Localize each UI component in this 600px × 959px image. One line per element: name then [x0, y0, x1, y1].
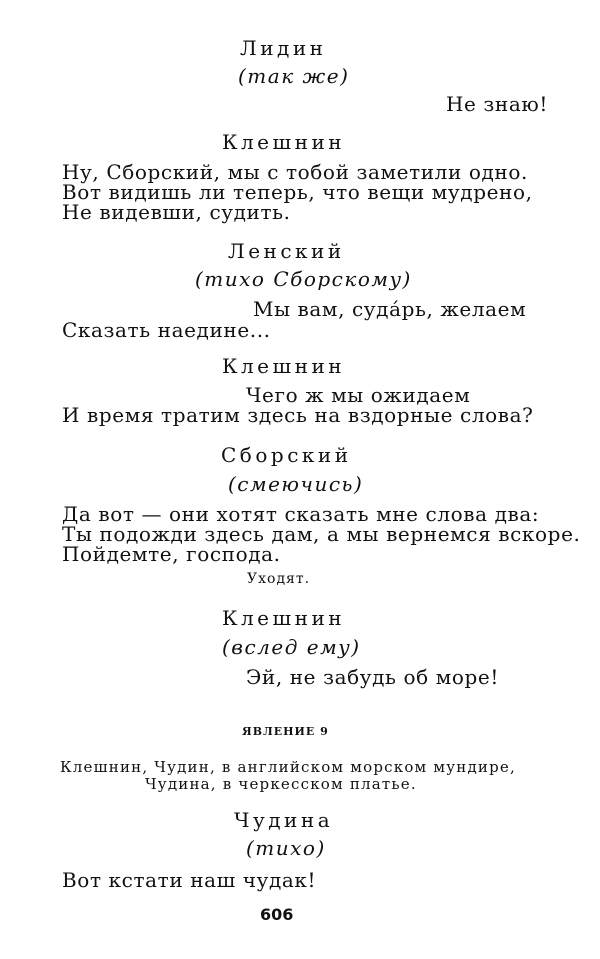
- verse-line: Вот кстати наш чудак!: [62, 868, 317, 892]
- stage-direction: (тихо): [246, 836, 326, 860]
- speaker-name: Клешнин: [222, 606, 346, 630]
- verse-line: Мы вам, суда́рь, желаем: [253, 297, 527, 321]
- speaker-name: Клешнин: [222, 354, 346, 378]
- stage-direction: (вслед ему): [222, 635, 361, 659]
- page-number: 606: [260, 905, 294, 924]
- speaker-name: Ленский: [228, 239, 345, 263]
- speaker-name: Чудина: [234, 808, 334, 832]
- verse-line: Не знаю!: [445, 92, 548, 116]
- scene-heading: ЯВЛЕНИЕ 9: [242, 725, 329, 738]
- speaker-name: Клешнин: [222, 130, 346, 154]
- verse-line: И время тратим здесь на вздорные слова?: [62, 403, 534, 427]
- cast-list-line: Чудина, в черкесском платье.: [145, 775, 417, 793]
- verse-line: Ну, Сборский, мы с тобой заметили одно.: [62, 160, 528, 184]
- stage-note: Уходят.: [247, 571, 311, 587]
- verse-line: Эй, не забудь об море!: [246, 665, 499, 689]
- verse-line: Ты подожди здесь дам, а мы вернемся вскоре.: [62, 522, 581, 546]
- speaker-name: Лидин: [240, 36, 327, 60]
- cast-list-line: Клешнин, Чудин, в английском морском мундире,: [60, 758, 516, 776]
- speaker-name: Сборский: [221, 443, 352, 467]
- verse-line: Пойдемте, господа.: [62, 542, 281, 566]
- verse-line: Сказать наедине...: [62, 318, 271, 342]
- stage-direction: (тихо Сборскому): [195, 267, 412, 291]
- stage-direction: (так же): [238, 64, 350, 88]
- verse-line: Да вот — они хотят сказать мне слова два:: [62, 502, 540, 526]
- verse-line: Чего ж мы ожидаем: [246, 383, 471, 407]
- stage-direction: (смеючись): [228, 472, 364, 496]
- verse-line: Вот видишь ли теперь, что вещи мудрено,: [62, 180, 533, 204]
- verse-line: Не видевши, судить.: [62, 200, 291, 224]
